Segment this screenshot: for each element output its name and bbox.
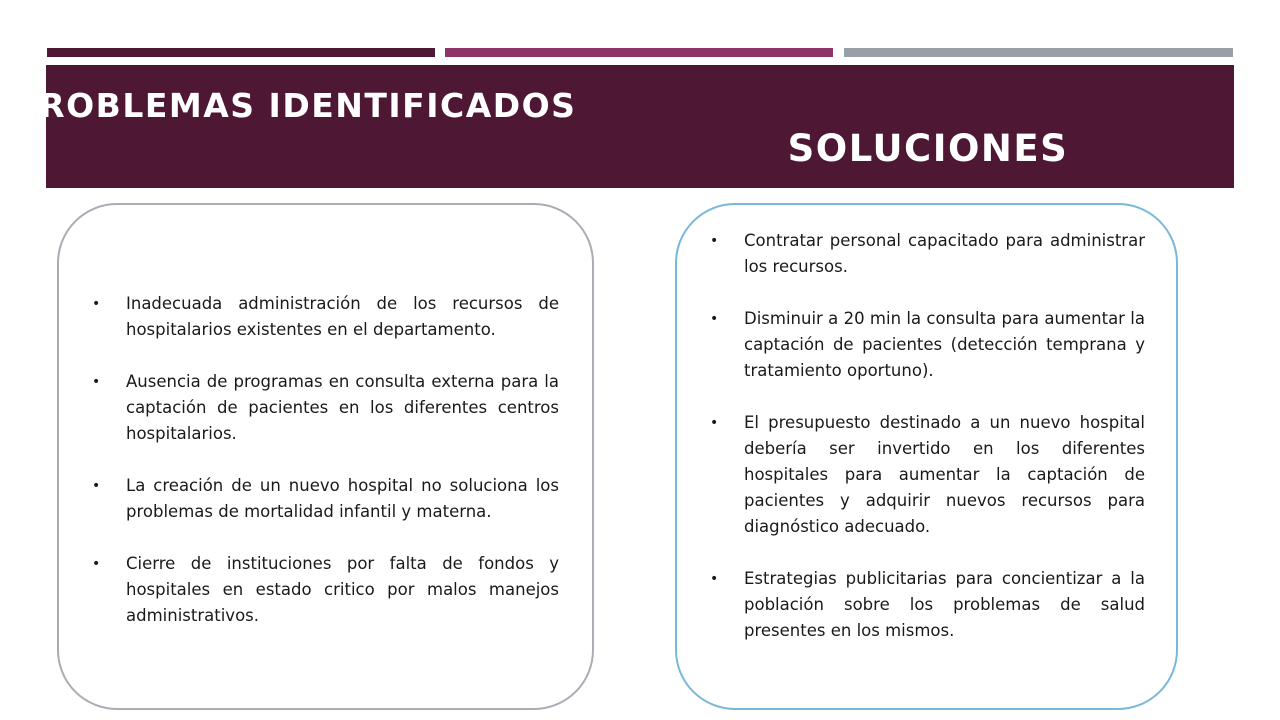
problem-item bbox=[89, 291, 559, 343]
problems-title: PROBLEMAS IDENTIFICADOS bbox=[13, 86, 577, 125]
bullet-icon: • bbox=[92, 296, 101, 312]
problem-text: Inadecuada administración de los recursos de hospitalarios existentes en el departamento. bbox=[126, 294, 559, 339]
accent-bar-dark bbox=[47, 48, 435, 57]
solution-item bbox=[707, 566, 1145, 644]
solutions-list bbox=[707, 228, 1145, 644]
solutions-title: SOLUCIONES bbox=[787, 127, 1069, 170]
solution-text: Disminuir a 20 min la consulta para aumentar la captación de pacientes (detección temprana y tratamiento oportuno). bbox=[744, 309, 1145, 380]
problem-item bbox=[89, 369, 559, 447]
accent-bar-gray bbox=[844, 48, 1233, 57]
solution-item bbox=[707, 228, 1145, 280]
solution-item bbox=[707, 306, 1145, 384]
bullet-icon: • bbox=[710, 571, 719, 587]
problem-text: La creación de un nuevo hospital no soluciona los problemas de mortalidad infantil y materna. bbox=[126, 476, 559, 521]
bullet-icon: • bbox=[710, 311, 719, 327]
problem-text: Cierre de instituciones por falta de fondos y hospitales en estado critico por malos manejos administrativos. bbox=[126, 554, 559, 625]
bullet-icon: • bbox=[710, 233, 719, 249]
solution-item bbox=[707, 410, 1145, 540]
bullet-icon: • bbox=[92, 374, 101, 390]
bullet-icon: • bbox=[710, 415, 719, 431]
accent-bar-plum bbox=[445, 48, 833, 57]
bullet-icon: • bbox=[92, 556, 101, 572]
solution-text: El presupuesto destinado a un nuevo hospital debería ser invertido en los diferentes hospitales para aumentar la captación de pacientes y adquirir nuevos recursos para diagnóstico adecuado. bbox=[744, 413, 1145, 536]
problem-item bbox=[89, 473, 559, 525]
problem-text: Ausencia de programas en consulta externa para la captación de pacientes en los diferentes centros hospitalarios. bbox=[126, 372, 559, 443]
problem-item bbox=[89, 551, 559, 629]
solution-text: Estrategias publicitarias para concientizar a la población sobre los problemas de salud presentes en los mismos. bbox=[744, 569, 1145, 640]
problems-list bbox=[89, 291, 559, 629]
bullet-icon: • bbox=[92, 478, 101, 494]
solution-text: Contratar personal capacitado para administrar los recursos. bbox=[744, 231, 1145, 276]
